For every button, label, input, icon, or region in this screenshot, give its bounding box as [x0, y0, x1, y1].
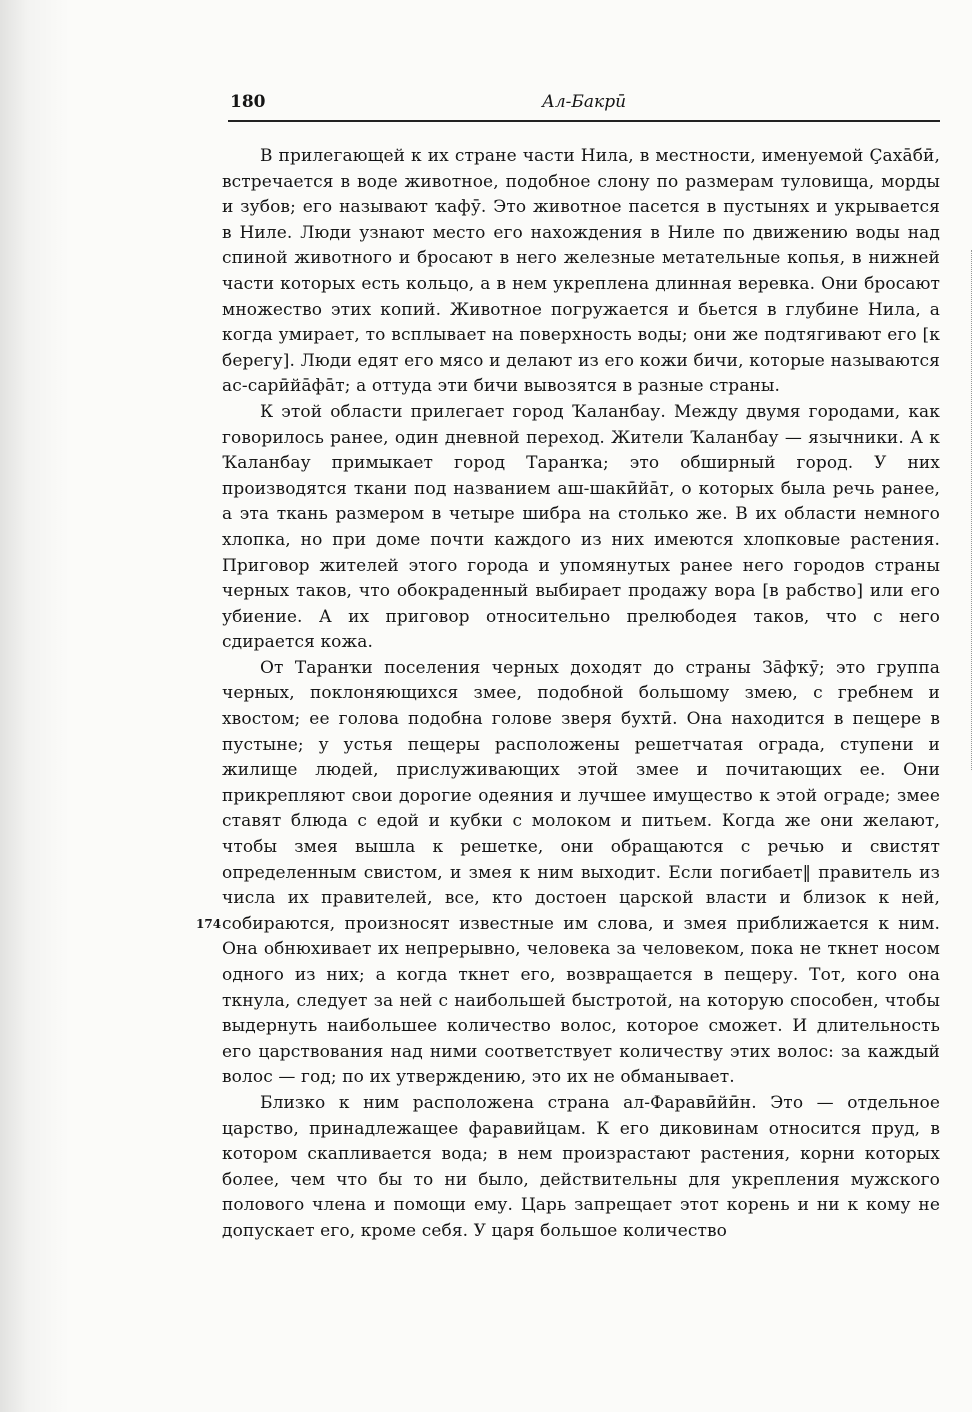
page-number: 180 [230, 92, 266, 112]
running-title: Ал-Бакрӣ [541, 92, 627, 112]
scan-edge-shadow [0, 0, 70, 1412]
paragraph-3: От Таранҡи поселения черных доходят до страны За̄фҡӯ; это группа черных, поклоняющихся змее, подобной большому змею, с гребнем и хвостом; ее голова подобна голове зверя бухтӣ. Она находится в пещере в пустыне; у устья пещеры расположены решетчатая ограда, ступени и жилище людей, прислуживающих этой змее и почитающих ее. Они прикрепляют свои дорогие одеяния и лучшее имущество к этой ограде; змее ставят блюда с едой и кубки с молоком и питьем. Когда же они желают, чтобы змея вышла к решетке, они обращаются с речью и свистят определенным свистом, и змея к ним выходит. Если погибает‖ правитель из числа их правителей, все, кто достоен царской власти и близок к ней, собираются, произносят известные им слова, и змея приближается к ним. Она обнюхивает их непрерывно, человека за человеком, пока не ткнет носом одного из них; а когда ткнет его, возвращается в пещеру. Тот, кого она ткнула, следует за ней с наибольшей быстротой, на которую способен, чтобы выдернуть наибольшее количество волос, которое сможет. И длительность его царствования над ними соответствует количеству этих волос: за каждый волос — год; по их утверждению, это их не обманывает. [222, 657, 940, 1088]
text-body [222, 144, 940, 1245]
paragraph-1: В прилегающей к их стране части Нила, в местности, именуемой Ҫаха̄бӣ, встречается в воде животное, подобное слону по размерам туловища, морды и зубов; его называют ҡафӯ. Это животное пасется в пустынях и укрывается в Ниле. Люди узнают место его нахождения в Ниле по движению воды над спиной животного и бросают в него железные метательные копья, в нижней части которых есть кольцо, а в нем укреплена длинная веревка. Они бросают множество этих копий. Животное погружается и бьется в глубине Нила, а когда умирает, то всплывает на поверхность воды; они же подтягивают его [к берегу]. Люди едят его мясо и делают из его кожи бичи, которые называются ас-сарӣйа̄фа̄т; а оттуда эти бичи вывозятся в разные страны. [222, 146, 940, 397]
page-header [228, 88, 940, 122]
paragraph-2: К этой области прилегает город Ҡаланбау. Между двумя городами, как говорилось ранее, один дневной переход. Жители Ҡаланбау — язычники. А к Ҡаланбау примыкает город Таранҡа; это обширный город. У них производятся ткани под названием аш-шакӣйа̄т, о которых была речь ранее, а эта ткань размером в четыре шибра на столько же. В их области немного хлопка, но при доме почти каждого из них имеются хлопковые растения. Приговор жителей этого города и упомянутых ранее него городов страны черных таков, что обокраденный выбирает продажу вора [в рабство] или его убиение. А их приговор относительно прелюбодея таков, что с него сдирается кожа. [222, 401, 940, 653]
paragraph-4: Близко к ним расположена страна ал-Фаравӣйӣн. Это — отдельное царство, принадлежащее фаравийцам. К его диковинам относится пруд, в котором скапливается вода; в нем произрастают растения, корни которых более, чем что бы то ни было, действительны для укрепления мужского полового члена и помощи ему. Царь запрещает этот корень и ни к кому не допускает его, кроме себя. У царя большое количество [222, 1092, 940, 1241]
scan-right-edge [965, 250, 972, 770]
margin-folio-marker: 174 [196, 917, 222, 931]
